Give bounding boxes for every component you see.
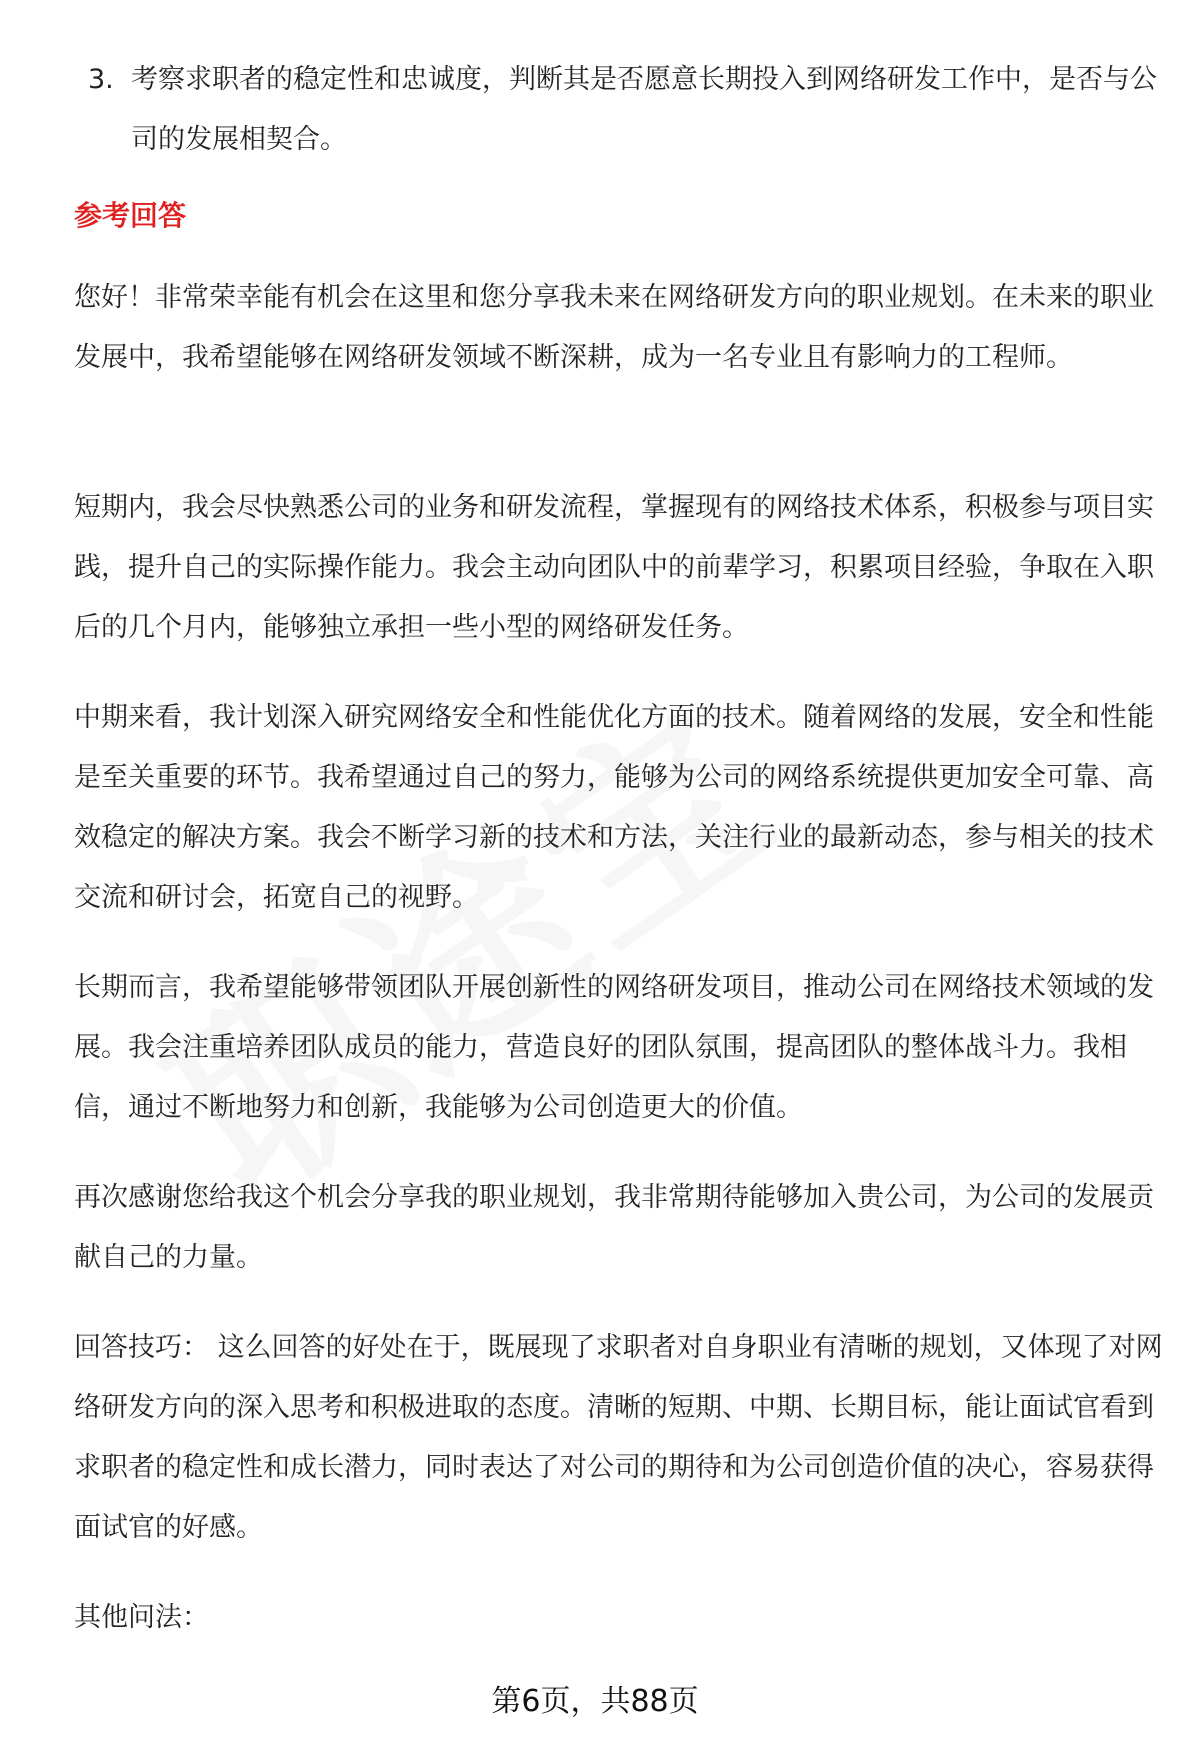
list-item-text: 考察求职者的稳定性和忠诚度，判断其是否愿意长期投入到网络研发工作中，是否与公司的发展相契合。 — [131, 64, 1157, 155]
answer-tips-paragraph: 回答技巧： 这么回答的好处在于，既展现了求职者对自身职业有清晰的规划，又体现了对网络研发方向的深入思考和积极进取的态度。清晰的短期、中期、长期目标，能让面试官看到求职者的稳定性和成长潜力，同时表达了对公司的期待和为公司创造价值的决心，容易获得面试官的好感。 — [74, 1332, 1163, 1543]
answer-paragraph-short-term: 短期内，我会尽快熟悉公司的业务和研发流程，掌握现有的网络技术体系，积极参与项目实践，提升自己的实际操作能力。我会主动向团队中的前辈学习，积累项目经验，争取在入职后的几个月内，能够独立承担一些小型的网络研发任务。 — [74, 492, 1154, 643]
answer-heading: 参考回答 — [74, 199, 187, 232]
list-item-3 — [88, 50, 1158, 170]
answer-paragraph-closing: 再次感谢您给我这个机会分享我的职业规划，我非常期待能够加入贵公司，为公司的发展贡献自己的力量。 — [74, 1182, 1154, 1273]
answer-paragraph-intro: 您好！非常荣幸能有机会在这里和您分享我未来在网络研发方向的职业规划。在未来的职业发展中，我希望能够在网络研发领域不断深耕，成为一名专业且有影响力的工程师。 — [74, 282, 1154, 373]
page-number-label: 第6页，共88页 — [491, 1684, 699, 1719]
other-questions-label: 其他问法： — [74, 1602, 209, 1633]
list-number: 3. — [88, 64, 114, 95]
answer-paragraph-long-term: 长期而言，我希望能够带领团队开展创新性的网络研发项目，推动公司在网络技术领域的发展。我会注重培养团队成员的能力，营造良好的团队氛围，提高团队的整体战斗力。我相信，通过不断地努力和创新，我能够为公司创造更大的价值。 — [74, 972, 1154, 1123]
page-footer — [0, 1682, 1190, 1722]
answer-paragraph-mid-term: 中期来看，我计划深入研究网络安全和性能优化方面的技术。随着网络的发展，安全和性能是至关重要的环节。我希望通过自己的努力，能够为公司的网络系统提供更加安全可靠、高效稳定的解决方案。我会不断学习新的技术和方法，关注行业的最新动态，参与相关的技术交流和研讨会，拓宽自己的视野。 — [74, 702, 1154, 913]
